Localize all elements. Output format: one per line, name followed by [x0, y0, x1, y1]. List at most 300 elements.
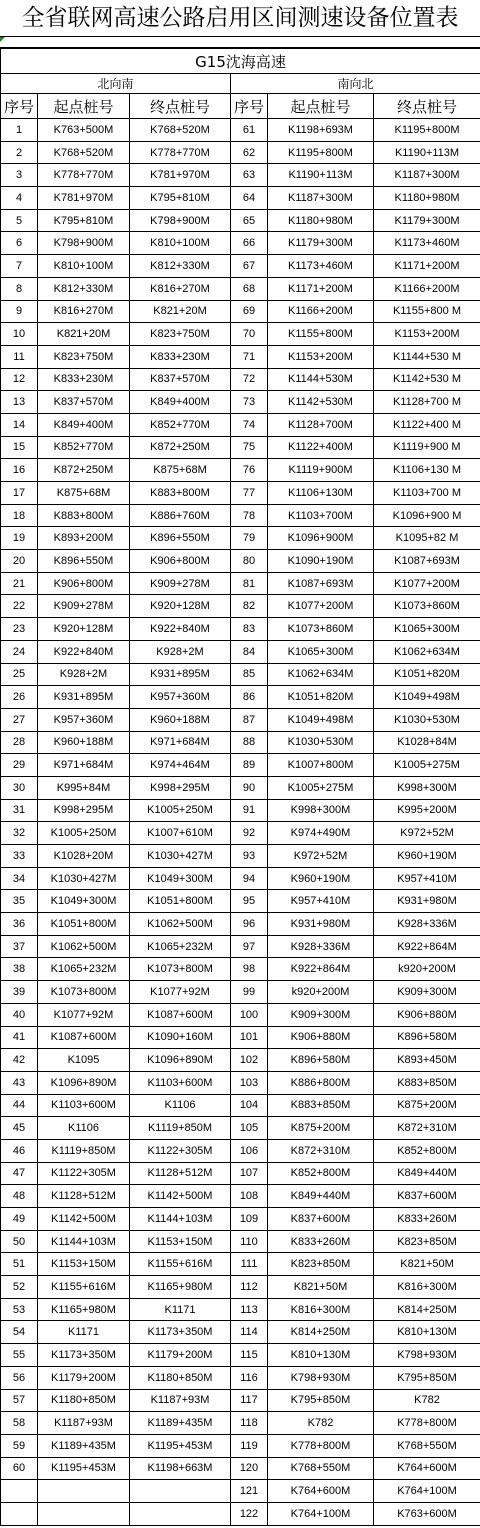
table-cell-start-station: K1128+700M	[268, 413, 374, 436]
table-cell-start-station: K1128+512M	[38, 1185, 130, 1208]
table-cell-row-no	[1, 1502, 38, 1525]
table-cell-end-station: K1051+820M	[374, 663, 480, 686]
table-row	[1, 141, 480, 164]
table-row	[1, 1389, 480, 1412]
table-cell-start-station: K1062+500M	[38, 935, 130, 958]
table-cell-start-station: K821+20M	[38, 323, 130, 346]
table-cell-row-no: 110	[231, 1230, 268, 1253]
table-cell-end-station: K1142+500M	[130, 1185, 231, 1208]
table-cell-end-station: K1144+103M	[130, 1208, 231, 1231]
table-cell-end-station: K1062+500M	[130, 913, 231, 936]
table-cell-end-station: K816+270M	[130, 277, 231, 300]
table-cell-end-station: K1144+530 M	[374, 345, 480, 368]
table-cell-end-station: K1096+900 M	[374, 504, 480, 527]
table-cell-start-station: K1007+800M	[268, 754, 374, 777]
table-cell-end-station: K893+450M	[374, 1049, 480, 1072]
table-cell-start-station: K920+128M	[38, 618, 130, 641]
table-cell-start-station: K1166+200M	[268, 300, 374, 323]
table-cell-end-station: K1119+850M	[130, 1117, 231, 1140]
col-header-start: 起点桩号	[268, 94, 374, 119]
table-cell-row-no: 106	[231, 1139, 268, 1162]
table-cell-end-station: K821+50M	[374, 1253, 480, 1276]
table-cell-row-no: 67	[231, 255, 268, 278]
table-cell-end-station: K998+300M	[374, 776, 480, 799]
table-cell-row-no: 82	[231, 595, 268, 618]
direction-right: 南向北	[231, 74, 480, 94]
table-row	[1, 595, 480, 618]
table-cell-row-no: 83	[231, 618, 268, 641]
table-cell-start-station: K1049+300M	[38, 890, 130, 913]
table-cell-end-station: K764+600M	[374, 1457, 480, 1480]
table-cell-end-station: K798+900M	[130, 209, 231, 232]
table-row	[1, 187, 480, 210]
table-cell-row-no: 26	[1, 686, 38, 709]
table-cell-end-station: K1166+200M	[374, 277, 480, 300]
table-cell-end-station: K1106+130 M	[374, 459, 480, 482]
table-cell-row-no: 99	[231, 981, 268, 1004]
table-cell-start-station: K960+190M	[268, 867, 374, 890]
table-cell-row-no: 46	[1, 1139, 38, 1162]
table-cell-end-station: K812+330M	[130, 255, 231, 278]
table-cell-row-no: 43	[1, 1071, 38, 1094]
table-cell-row-no: 44	[1, 1094, 38, 1117]
table-cell-start-station: K1198+693M	[268, 119, 374, 142]
table-row	[1, 958, 480, 981]
table-cell-end-station: K852+770M	[130, 413, 231, 436]
table-cell-end-station: K823+750M	[130, 323, 231, 346]
table-cell-start-station: K1065+300M	[268, 640, 374, 663]
table-row	[1, 459, 480, 482]
table-cell-start-station: K1005+275M	[268, 776, 374, 799]
table-cell-row-no: 103	[231, 1071, 268, 1094]
table-cell-start-station: K798+900M	[38, 232, 130, 255]
table-cell-row-no: 66	[231, 232, 268, 255]
table-cell-end-station: K1155+616M	[130, 1253, 231, 1276]
table-cell-end-station: K928+2M	[130, 640, 231, 663]
table-row	[1, 1321, 480, 1344]
table-body	[1, 119, 480, 1526]
table-cell-row-no: 25	[1, 663, 38, 686]
table-cell-start-station: K886+800M	[268, 1071, 374, 1094]
table-cell-start-station: K837+600M	[268, 1208, 374, 1231]
table-cell-row-no: 24	[1, 640, 38, 663]
table-cell-end-station: K1128+512M	[130, 1162, 231, 1185]
table-cell-start-station: K872+310M	[268, 1139, 374, 1162]
table-cell-row-no: 31	[1, 799, 38, 822]
table-cell-row-no: 94	[231, 867, 268, 890]
table-cell-start-station: K763+500M	[38, 119, 130, 142]
table-row	[1, 776, 480, 799]
table-cell-end-station: K972+52M	[374, 822, 480, 845]
table-cell-end-station: K1180+980M	[374, 187, 480, 210]
table-row	[1, 1094, 480, 1117]
table-row	[1, 1298, 480, 1321]
table-cell-row-no: 22	[1, 595, 38, 618]
table-cell-end-station: K763+600M	[374, 1502, 480, 1525]
table-row	[1, 731, 480, 754]
table-cell-end-station: K1187+93M	[130, 1389, 231, 1412]
table-cell-start-station: K883+850M	[268, 1094, 374, 1117]
table-cell-start-station: K972+52M	[268, 845, 374, 868]
table-cell-start-station: K906+880M	[268, 1026, 374, 1049]
table-cell-row-no: 2	[1, 141, 38, 164]
spreadsheet-spacer-row	[0, 37, 480, 48]
table-cell-row-no: 49	[1, 1208, 38, 1231]
table-cell-end-station: K837+570M	[130, 368, 231, 391]
table-row	[1, 1208, 480, 1231]
table-cell-row-no: 121	[231, 1480, 268, 1503]
table-cell-row-no: 115	[231, 1344, 268, 1367]
table-cell-start-station: K764+600M	[268, 1480, 374, 1503]
table-cell-start-station: K893+200M	[38, 527, 130, 550]
col-header-end: 终点桩号	[130, 94, 231, 119]
table-cell-end-station: K1171+200M	[374, 255, 480, 278]
table-cell-start-station: K812+330M	[38, 277, 130, 300]
table-cell-row-no: 45	[1, 1117, 38, 1140]
table-cell-row-no: 11	[1, 345, 38, 368]
table-cell-end-station: K922+864M	[374, 935, 480, 958]
table-cell-end-station: K931+895M	[130, 663, 231, 686]
table-row	[1, 1162, 480, 1185]
table-cell-end-station: K875+68M	[130, 459, 231, 482]
table-cell-row-no: 101	[231, 1026, 268, 1049]
table-cell-start-station: K1051+800M	[38, 913, 130, 936]
table-row	[1, 255, 480, 278]
table-cell-row-no: 19	[1, 527, 38, 550]
table-cell-row-no: 71	[231, 345, 268, 368]
table-cell-end-station: K1171	[130, 1298, 231, 1321]
table-cell-end-station: K1153+200M	[374, 323, 480, 346]
table-cell-start-station: K1179+200M	[38, 1366, 130, 1389]
table-cell-row-no: 114	[231, 1321, 268, 1344]
table-cell-start-station: K1190+113M	[268, 164, 374, 187]
table-cell-row-no: 87	[231, 708, 268, 731]
table-cell-end-station: K1062+634M	[374, 640, 480, 663]
table-row	[1, 1230, 480, 1253]
table-cell-start-station: K1073+860M	[268, 618, 374, 641]
table-cell-start-station: K1153+200M	[268, 345, 374, 368]
table-row	[1, 1049, 480, 1072]
table-cell-end-station: K1090+160M	[130, 1026, 231, 1049]
table-cell-start-station: K1195+453M	[38, 1457, 130, 1480]
table-row	[1, 504, 480, 527]
direction-left: 北向南	[1, 74, 231, 94]
table-cell-start-station: K833+230M	[38, 368, 130, 391]
table-cell-row-no: 14	[1, 413, 38, 436]
table-cell-end-station: K1073+800M	[130, 958, 231, 981]
table-cell-row-no: 117	[231, 1389, 268, 1412]
table-row	[1, 550, 480, 573]
table-cell-row-no: 113	[231, 1298, 268, 1321]
table-cell-start-station: K1122+305M	[38, 1162, 130, 1185]
table-cell-end-station: K816+300M	[374, 1276, 480, 1299]
table-cell-row-no: 63	[231, 164, 268, 187]
table-cell-start-station: K1155+800M	[268, 323, 374, 346]
table-cell-start-station: K1096+900M	[268, 527, 374, 550]
table-cell-end-station: K1189+435M	[130, 1412, 231, 1435]
table-cell-start-station: K1179+300M	[268, 232, 374, 255]
table-cell-row-no: 18	[1, 504, 38, 527]
table-cell-start-station: K922+840M	[38, 640, 130, 663]
table-cell-end-station: K1190+113M	[374, 141, 480, 164]
table-cell-start-station: K1103+700M	[268, 504, 374, 527]
table-cell-start-station: K1087+600M	[38, 1026, 130, 1049]
table-cell-start-station: K1065+232M	[38, 958, 130, 981]
table-cell-end-station: K795+850M	[374, 1366, 480, 1389]
table-cell-start-station: K1049+498M	[268, 708, 374, 731]
table-row	[1, 618, 480, 641]
table-cell-end-station: K960+188M	[130, 708, 231, 731]
table-cell-end-station: K995+200M	[374, 799, 480, 822]
table-cell-row-no: 76	[231, 459, 268, 482]
table-cell-end-station: K1103+600M	[130, 1071, 231, 1094]
table-cell-start-station: K1062+634M	[268, 663, 374, 686]
table-cell-row-no: 95	[231, 890, 268, 913]
table-cell-start-station: K1187+93M	[38, 1412, 130, 1435]
table-row	[1, 1344, 480, 1367]
table-cell-start-station: K852+770M	[38, 436, 130, 459]
table-cell-row-no: 107	[231, 1162, 268, 1185]
table-cell-start-station: K778+770M	[38, 164, 130, 187]
table-cell-end-station: K909+300M	[374, 981, 480, 1004]
table-cell-row-no: 56	[1, 1366, 38, 1389]
table-cell-row-no: 108	[231, 1185, 268, 1208]
table-cell-start-station: K1077+92M	[38, 1003, 130, 1026]
table-cell-start-station: K1173+350M	[38, 1344, 130, 1367]
table-cell-row-no: 81	[231, 572, 268, 595]
table-cell-end-station: K931+980M	[374, 890, 480, 913]
table-row	[1, 1457, 480, 1480]
col-header-no: 序号	[231, 94, 268, 119]
table-cell-row-no: 16	[1, 459, 38, 482]
table-cell-end-station: K1198+663M	[130, 1457, 231, 1480]
table-cell-start-station: K1180+980M	[268, 209, 374, 232]
table-cell-row-no: 39	[1, 981, 38, 1004]
table-cell-row-no: 28	[1, 731, 38, 754]
table-cell-end-station: K886+760M	[130, 504, 231, 527]
table-cell-start-station	[38, 1502, 130, 1525]
table-cell-row-no: 55	[1, 1344, 38, 1367]
table-cell-row-no: 54	[1, 1321, 38, 1344]
table-row	[1, 232, 480, 255]
table-cell-end-station: K1096+890M	[130, 1049, 231, 1072]
table-cell-end-station: K795+810M	[130, 187, 231, 210]
table-cell-row-no: 91	[231, 799, 268, 822]
table-cell-start-station: K852+800M	[268, 1162, 374, 1185]
table-cell-row-no: 10	[1, 323, 38, 346]
table-cell-end-station: K1087+693M	[374, 550, 480, 573]
table-cell-row-no: 51	[1, 1253, 38, 1276]
table-row	[1, 391, 480, 414]
table-cell-end-station: K906+800M	[130, 550, 231, 573]
table-cell-end-station: K781+970M	[130, 164, 231, 187]
table-cell-row-no: 52	[1, 1276, 38, 1299]
table-row	[1, 1276, 480, 1299]
cell-indicator-icon	[0, 37, 5, 42]
table-row	[1, 754, 480, 777]
table-cell-end-station: K1142+530 M	[374, 368, 480, 391]
table-cell-row-no: 27	[1, 708, 38, 731]
table-cell-row-no: 65	[231, 209, 268, 232]
table-cell-end-station: K764+100M	[374, 1480, 480, 1503]
table-cell-row-no: 116	[231, 1366, 268, 1389]
table-cell-row-no: 73	[231, 391, 268, 414]
table-cell-start-station: K1090+190M	[268, 550, 374, 573]
table-cell-end-station: K1173+460M	[374, 232, 480, 255]
table-cell-start-station: K1171	[38, 1321, 130, 1344]
table-cell-start-station: K1165+980M	[38, 1298, 130, 1321]
table-cell-row-no: 88	[231, 731, 268, 754]
table-cell-end-station: K998+295M	[130, 776, 231, 799]
table-cell-row-no: 97	[231, 935, 268, 958]
table-row	[1, 1026, 480, 1049]
table-row	[1, 640, 480, 663]
table-cell-start-station: K778+800M	[268, 1434, 374, 1457]
table-cell-start-station: K1144+103M	[38, 1230, 130, 1253]
table-cell-row-no: 33	[1, 845, 38, 868]
table-cell-start-station: K816+270M	[38, 300, 130, 323]
table-cell-end-station: K922+840M	[130, 618, 231, 641]
table-cell-row-no: 15	[1, 436, 38, 459]
table-cell-start-station: K998+295M	[38, 799, 130, 822]
table-cell-start-station: K931+980M	[268, 913, 374, 936]
table-cell-start-station: K896+580M	[268, 1049, 374, 1072]
table-cell-end-station: K1179+200M	[130, 1344, 231, 1367]
table-cell-row-no: 5	[1, 209, 38, 232]
table-cell-end-station: K883+800M	[130, 482, 231, 505]
table-cell-end-station: K971+684M	[130, 731, 231, 754]
table-cell-row-no: 92	[231, 822, 268, 845]
table-cell-end-station: K798+930M	[374, 1344, 480, 1367]
table-cell-row-no: 8	[1, 277, 38, 300]
table-cell-row-no	[1, 1480, 38, 1503]
table-row	[1, 867, 480, 890]
table-cell-start-station: K995+84M	[38, 776, 130, 799]
table-row	[1, 482, 480, 505]
table-cell-row-no: 119	[231, 1434, 268, 1457]
table-cell-start-station: K1122+400M	[268, 436, 374, 459]
table-cell-end-station: K768+520M	[130, 119, 231, 142]
table-cell-row-no: 100	[231, 1003, 268, 1026]
table-row	[1, 413, 480, 436]
table-cell-row-no: 20	[1, 550, 38, 573]
table-cell-row-no: 21	[1, 572, 38, 595]
table-cell-row-no: 29	[1, 754, 38, 777]
table-cell-row-no: 59	[1, 1434, 38, 1457]
table-cell-end-station: K896+550M	[130, 527, 231, 550]
table-cell-end-station: K1028+84M	[374, 731, 480, 754]
table-cell-start-station: K906+800M	[38, 572, 130, 595]
table-cell-start-station: K971+684M	[38, 754, 130, 777]
table-cell-start-station: K928+2M	[38, 663, 130, 686]
table-cell-row-no: 3	[1, 164, 38, 187]
table-cell-end-station: K1077+92M	[130, 981, 231, 1004]
table-cell-start-station: K1171+200M	[268, 277, 374, 300]
table-cell-end-station: K833+230M	[130, 345, 231, 368]
table-cell-end-station: K810+100M	[130, 232, 231, 255]
table-cell-row-no: 79	[231, 527, 268, 550]
table-cell-end-station: K1051+800M	[130, 890, 231, 913]
table-cell-row-no: 17	[1, 482, 38, 505]
table-cell-start-station: K960+188M	[38, 731, 130, 754]
table-cell-row-no: 23	[1, 618, 38, 641]
table-cell-end-station	[130, 1502, 231, 1525]
table-cell-start-station: K814+250M	[268, 1321, 374, 1344]
table-cell-row-no: 42	[1, 1049, 38, 1072]
table-row	[1, 368, 480, 391]
table-cell-start-station: K823+850M	[268, 1253, 374, 1276]
table-cell-end-station: K1065+300M	[374, 618, 480, 641]
table-cell-start-station	[38, 1480, 130, 1503]
col-header-start: 起点桩号	[38, 94, 130, 119]
table-cell-end-station: K872+250M	[130, 436, 231, 459]
table-cell-row-no: 38	[1, 958, 38, 981]
table-cell-row-no: 78	[231, 504, 268, 527]
table-cell-start-station: K795+810M	[38, 209, 130, 232]
table-row	[1, 1003, 480, 1026]
speed-camera-table	[0, 48, 480, 1526]
table-row	[1, 323, 480, 346]
table-cell-end-station: K1005+250M	[130, 799, 231, 822]
table-cell-row-no: 85	[231, 663, 268, 686]
table-cell-row-no: 89	[231, 754, 268, 777]
table-cell-row-no: 69	[231, 300, 268, 323]
table-cell-end-station: K1155+800 M	[374, 300, 480, 323]
table-cell-end-station: K1030+427M	[130, 845, 231, 868]
table-cell-end-station: K837+600M	[374, 1185, 480, 1208]
table-cell-end-station: K1180+850M	[130, 1366, 231, 1389]
table-cell-row-no: 86	[231, 686, 268, 709]
table-cell-row-no: 40	[1, 1003, 38, 1026]
table-cell-row-no: 77	[231, 482, 268, 505]
table-cell-end-station: K1103+700 M	[374, 482, 480, 505]
table-cell-end-station: K849+440M	[374, 1162, 480, 1185]
table-cell-end-station: K823+850M	[374, 1230, 480, 1253]
table-cell-end-station: K1195+800M	[374, 119, 480, 142]
table-cell-start-station: K1096+890M	[38, 1071, 130, 1094]
table-cell-start-station: K849+400M	[38, 413, 130, 436]
table-cell-end-station: K1095+82 M	[374, 527, 480, 550]
table-cell-start-station: K875+200M	[268, 1117, 374, 1140]
table-cell-end-station: K1173+350M	[130, 1321, 231, 1344]
table-cell-row-no: 60	[1, 1457, 38, 1480]
table-row	[1, 1480, 480, 1503]
table-cell-start-station: K896+550M	[38, 550, 130, 573]
table-cell-start-station: K875+68M	[38, 482, 130, 505]
table-cell-end-station: K1122+305M	[130, 1139, 231, 1162]
table-cell-end-station: K957+360M	[130, 686, 231, 709]
table-cell-row-no: 118	[231, 1412, 268, 1435]
table-cell-row-no: 48	[1, 1185, 38, 1208]
table-cell-row-no: 12	[1, 368, 38, 391]
table-cell-end-station: K883+850M	[374, 1071, 480, 1094]
table-cell-start-station: K1155+616M	[38, 1276, 130, 1299]
table-cell-start-station: K957+360M	[38, 708, 130, 731]
table-row	[1, 686, 480, 709]
table-row	[1, 822, 480, 845]
table-cell-start-station: K821+50M	[268, 1276, 374, 1299]
table-cell-start-station: K768+520M	[38, 141, 130, 164]
table-cell-end-station: K821+20M	[130, 300, 231, 323]
table-row	[1, 1434, 480, 1457]
table-cell-row-no: 32	[1, 822, 38, 845]
table-cell-start-station: K764+100M	[268, 1502, 374, 1525]
table-cell-row-no: 6	[1, 232, 38, 255]
table-cell-end-station: K1073+860M	[374, 595, 480, 618]
table-cell-end-station: K1165+980M	[130, 1276, 231, 1299]
table-row	[1, 981, 480, 1004]
table-cell-start-station: K795+850M	[268, 1389, 374, 1412]
